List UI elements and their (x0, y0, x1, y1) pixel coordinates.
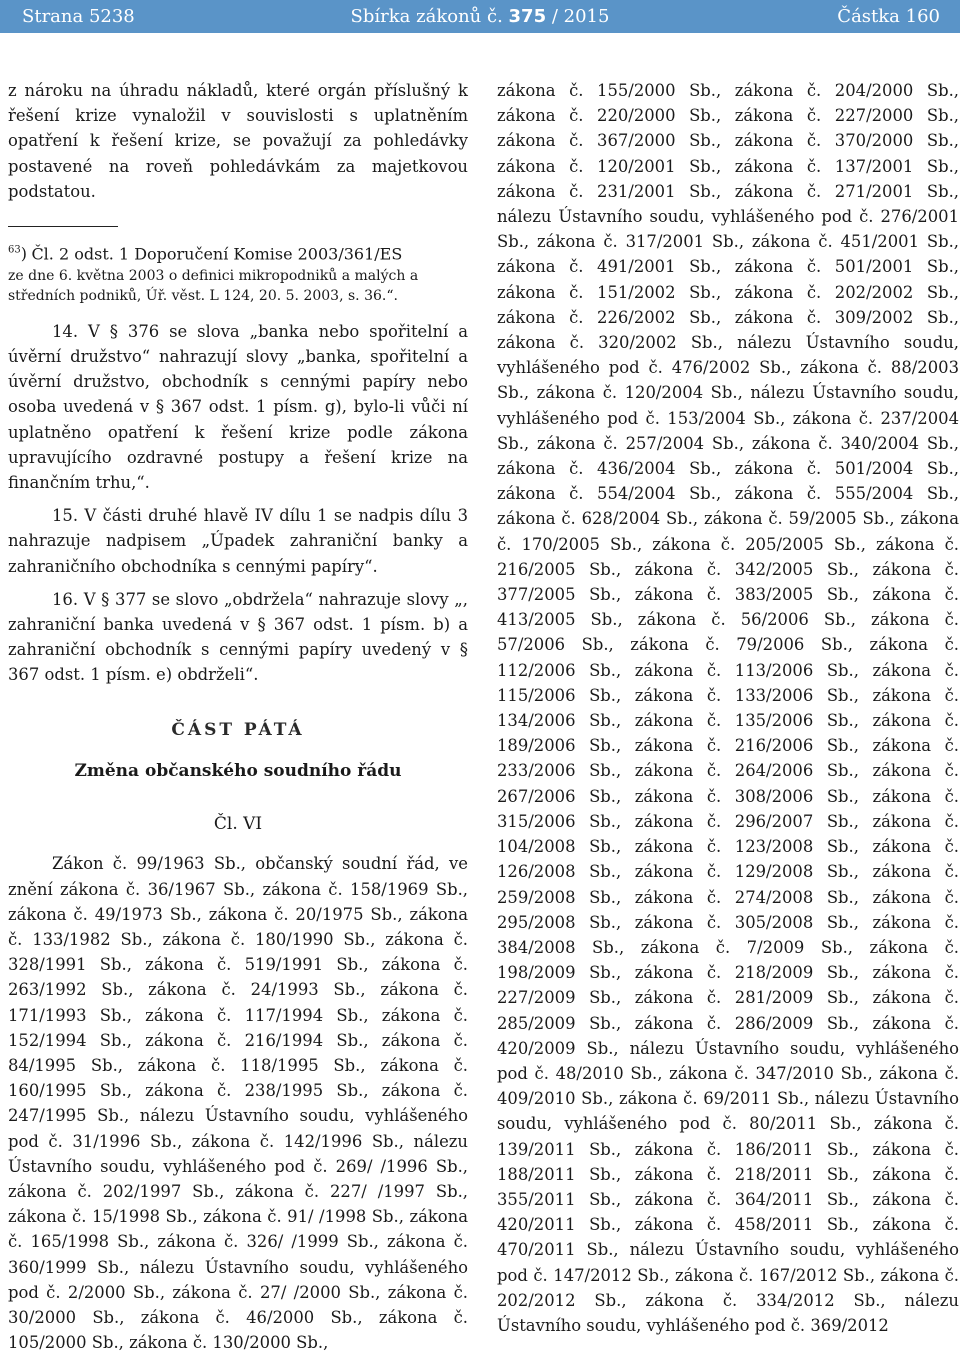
amendment-item-15: 15. V části druhé hlavě IV dílu 1 se nadpis dílu 3 nahrazuje nadpisem „Úpadek zahraniční banky a zahraničního obchodníka s cennými papíry“. (8, 506, 468, 576)
footnote-first-line: $^{63}$) Čl. 2 odst. 1 Doporučení Komise 2003/361/ES (8, 244, 403, 264)
intro-paragraph: z nároku na úhradu nákladů, které orgán příslušný k řešení krize vynaložil v souvislosti s uplatněním opatření k řešení krize, se považují za pohledávky postavené na roveň pohledávkám za majetkovou podstatou. (8, 81, 468, 201)
article-heading: Čl. VI (213, 814, 263, 835)
law-year: / 2015 (551, 6, 610, 27)
law-text-continued: zákona č. 155/2000 Sb., zákona č. 204/2000 Sb., zákona č. 220/2000 Sb., zákona č. 227/2000 Sb., zákona č. 367/2000 Sb., zákona č. 370/2000 Sb., zákona č. 120/2001 Sb., zákona č. 137/2001 Sb., zákona č. 231/2001 Sb., zákona č. 271/2001 Sb., nálezu Ústavního soudu, vyhlášeného pod č. 276/2001 Sb., zákona č. 317/2001 Sb., zákona č. 451/2001 Sb., zákona č. 491/2001 Sb., zákona č. 501/2001 Sb., zákona č. 151/2002 Sb., zákona č. 202/2002 Sb., zákona č. 226/2002 Sb., zákona č. 309/2002 Sb., zákona č. 320/2002 Sb., nálezu Ústavního soudu, vyhlášeného pod č. 476/2002 Sb., zákona č. 88/2003 Sb., zákona č. 120/2004 Sb., nálezu Ústavního soudu, vyhlášeného pod č. 153/2004 Sb., zákona č. 237/2004 Sb., zákona č. 257/2004 Sb., zákona č. 340/2004 Sb., zákona č. 436/2004 Sb., zákona č. 501/2004 Sb., zákona č. 554/2004 Sb., zákona č. 555/2004 Sb., zákona č. 628/2004 Sb., zákona č. 59/2005 Sb., zákona č. 170/2005 Sb., zákona č. 205/2005 Sb., zákona č. 216/2005 Sb., zákona č. 342/2005 Sb., zákona č. 377/2005 Sb., zákona č. 383/2005 Sb., zákona č. 413/2005 Sb., zákona č. 56/2006 Sb., zákona č. 57/2006 Sb., zákona č. 79/2006 Sb., zákona č. 112/2006 Sb., zákona č. 113/2006 Sb., zákona č. 115/2006 Sb., zákona č. 133/2006 Sb., zákona č. 134/2006 Sb., zákona č. 135/2006 Sb., zákona č. 189/2006 Sb., zákona č. 216/2006 Sb., zákona č. 233/2006 Sb., zákona č. 264/2006 Sb., zákona č. 267/2006 Sb., zákona č. 308/2006 Sb., zákona č. 315/2006 Sb., zákona č. 296/2007 Sb., zákona č. 104/2008 Sb., zákona č. 123/2008 Sb., zákona č. 126/2008 Sb., zákona č. 129/2008 Sb., zákona č. 259/2008 Sb., zákona č. 274/2008 Sb., zákona č. 295/2008 Sb., zákona č. 305/2008 Sb., zákona č. 384/2008 Sb., zákona č. 7/2009 Sb., zákona č. 198/2009 Sb., zákona č. 218/2009 Sb., zákona č. 227/2009 Sb., zákona č. 281/2009 Sb., zákona č. 285/2009 Sb., zákona č. 286/2009 Sb., zákona č. 420/2009 Sb., nálezu Ústavního soudu, vyhlášeného pod č. 48/2010 Sb., zákona č. 347/2010 Sb., zákona č. 409/2010 Sb., zákona č. 69/2011 Sb., nálezu Ústavního soudu, vyhlášeného pod č. 80/2011 Sb., zákona č. 139/2011 Sb., zákona č. 186/2011 Sb., zákona č. 188/2011 Sb., zákona č. 218/2011 Sb., zákona č. 355/2011 Sb., zákona č. 364/2011 Sb., zákona č. 420/2011 Sb., zákona č. 458/2011 Sb., zákona č. 470/2011 Sb., nálezu Ústavního soudu, vyhlášeného pod č. 147/2012 Sb., zákona č. 167/2012 Sb., zákona č. 202/2012 Sb., zákona č. 334/2012 Sb., nálezu Ústavního soudu, vyhlášeného pod č. 369/2012 (497, 81, 959, 1335)
law-text: Zákon č. 99/1963 Sb., občanský soudní řád, ve znění zákona č. 36/1967 Sb., zákona č. 158/1969 Sb., zákona č. 49/1973 Sb., zákona č. 20/1975 Sb., zákona č. 133/1982 Sb., zákona č. 180/1990 Sb., zákona č. 328/1991 Sb., zákona č. 519/1991 Sb., zákona č. 263/1992 Sb., zákona č. 24/1993 Sb., zákona č. 171/1993 Sb., zákona č. 117/1994 Sb., zákona č. 152/1994 Sb., zákona č. 216/1994 Sb., zákona č. 84/1995 Sb., zákona č. 118/1995 Sb., zákona č. 160/1995 Sb., zákona č. 238/1995 Sb., zákona č. 247/1995 Sb., nálezu Ústavního soudu, vyhlášeného pod č. 31/1996 Sb., zákona č. 142/1996 Sb., nálezu Ústavního soudu, vyhlášeného pod č. 269/ /1996 Sb., zákona č. 202/1997 Sb., zákona č. 227/ /1997 Sb., zákona č. 15/1998 Sb., zákona č. 91/ /1998 Sb., zákona č. 165/1998 Sb., zákona č. 326/ /1999 Sb., zákona č. 360/1999 Sb., nálezu Ústavního soudu, vyhlášeného pod č. 2/2000 Sb., zákona č. 27/ /2000 Sb., zákona č. 30/2000 Sb., zákona č. 46/2000 Sb., zákona č. 105/2000 Sb., zákona č. 130/2000 Sb., (8, 854, 468, 1353)
amendment-item-14: 14. V § 376 se slova „banka nebo spořitelní a úvěrní družstvo“ nahrazují slovy „banka, spořitelní a úvěrní družstvo, obchodník s cennými papíry nebo osoba uvedená v § 367 odst. 1 písm. g), bylo-li vůči ní uplatněno opatření k řešení krize podle zákona upravujícího ozdravné postupy a řešení krize na finančním trhu,“. (8, 321, 468, 493)
footnote-divider (8, 226, 118, 227)
right-column (497, 78, 959, 1338)
footnote (8, 241, 468, 307)
collection-title (0, 6, 960, 27)
footnote-text: ze dne 6. května 2003 o definici mikropodniků a malých a středních podniků, Úř. věst. L 124, 20. 5. 2003, s. 36.“. (8, 267, 419, 305)
amendment-item-16: 16. V § 377 se slovo „obdržela“ nahrazuje slovy „, zahraniční banka uvedená v § 367 odst. 1 písm. b) a zahraniční obchodník s cennými papíry uvedený v § 367 odst. 1 písm. e) obdrželi“. (8, 589, 468, 685)
part-title: Změna občanského soudního řádu (74, 760, 402, 781)
collection-prefix: Sbírka zákonů č. (350, 6, 503, 27)
footnote-number: 63 (8, 245, 21, 257)
page-number: Strana 5238 (22, 6, 135, 27)
page-header (0, 0, 960, 33)
issue-part: Částka 160 (837, 6, 940, 27)
part-heading: ČÁST PÁTÁ (171, 719, 305, 740)
law-number: 375 (508, 6, 547, 27)
left-column (8, 78, 468, 1355)
